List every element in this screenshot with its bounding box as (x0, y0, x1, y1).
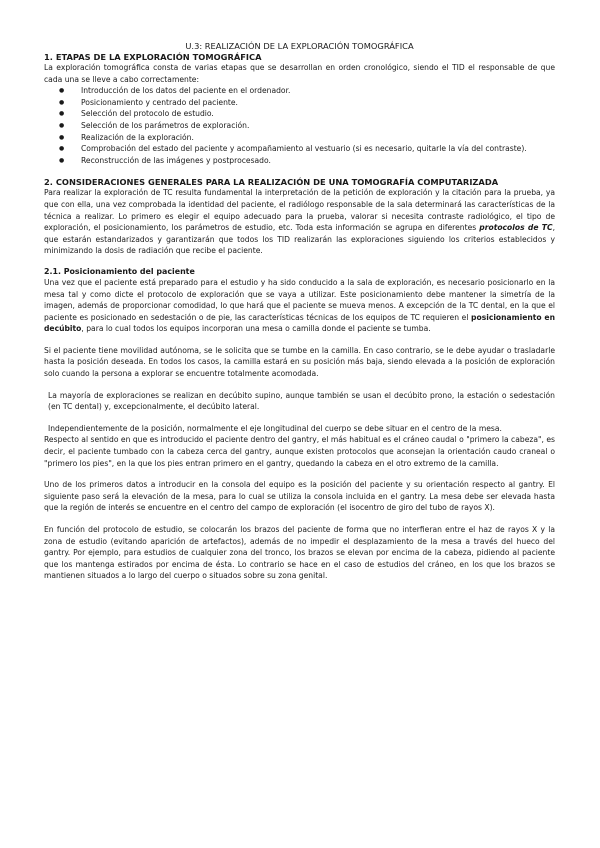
section-2-paragraph: Para realizar la exploración de TC resulta fundamental la interpretación de la petición de exploración y la citación para la prueba, ya que con ella, una vez comprobada la identidad del paciente, el radiólogo responsable de la sala determinará las características de la técnica a realizar. Lo primero es elegir el equipo adecuado para la prueba, valorar si necesita contraste radiológico, el tipo de exploración, el posicionamiento, los parámetros de estudio, etc. Toda esta información se agrupa en diferentes protocolos de TC, que estarán estandarizados y garantizarán que todos los TID realizarán las exploraciones siguiendo los criterios establecidos y minimizando la dosis de radiación que recibe el paciente. (44, 188, 555, 256)
section-2-heading: 2. CONSIDERACIONES GENERALES PARA LA REALIZACIÓN DE UNA TOMOGRAFÍA COMPUTARIZADA (44, 177, 499, 188)
list-item: ● Posicionamiento y centrado del paciente. (44, 97, 555, 109)
document-page (44, 41, 555, 582)
list-item: ● Comprobación del estado del paciente y acompañamiento al vestuario (si es necesario, quitarle la vía del contraste). (44, 143, 555, 155)
list-item: ● Selección del protocolo de estudio. (44, 108, 555, 120)
decubito-emphasis: posicionamiento en decúbito (44, 312, 555, 334)
list-item: ● Reconstrucción de las imágenes y postprocesado. (44, 155, 555, 167)
section-2-1-heading: 2.1. Posicionamiento del paciente (44, 266, 195, 276)
stages-list (44, 85, 555, 166)
section-2-1-paragraph-3: La mayoría de exploraciones se realizan en decúbito supino, aunque también se usan el decúbito prono, la estación o sedestación (en TC dental) y, excepcionalmente, el decúbito lateral. (48, 390, 555, 412)
section-2-1-paragraph-1: Una vez que el paciente está preparado para el estudio y ha sido conducido a la sala de exploración, es necesario posicionarlo en la mesa tal y como dicte el protocolo de exploración que se vaya a utilizar. Este posicionamiento debe mantener la simetría de la imagen, además de proporcionar comodidad, lo que hará que el paciente se mueva menos. A excepción de la TC dental, en la que el paciente es posicionado en sedestación o de pie, las características técnicas de los equipos de TC requieren el posicionamiento en decúbito, para lo cual todos los equipos incorporan una mesa o camilla donde el paciente se tumba. (44, 277, 555, 334)
list-item: ● Selección de los parámetros de exploración. (44, 120, 555, 132)
section-2-1-paragraph-4: Independientemente de la posición, normalmente el eje longitudinal del cuerpo se debe situar en el centro de la mesa. (48, 423, 502, 433)
section-2-1-paragraph-2: Si el paciente tiene movilidad autónoma, se le solicita que se tumbe en la camilla. En caso contrario, se le debe ayudar o trasladarle hasta la posición deseada. En todos los casos, la camilla estará en su posición más baja, siendo elevada a la posición de exploración solo cuando la persona a explorar se encuentre totalmente acomodada. (44, 345, 555, 379)
protocolos-emphasis: protocolos de TC (479, 223, 553, 233)
list-item: ● Introducción de los datos del paciente en el ordenador. (44, 85, 555, 97)
document-title: U.3: REALIZACIÓN DE LA EXPLORACIÓN TOMOGRÁFICA (185, 41, 414, 51)
section-2-1-paragraph-7: En función del protocolo de estudio, se colocarán los brazos del paciente de forma que no interfieran entre el haz de rayos X y la zona de estudio (evitando aparición de artefactos), además de no impedir el desplazamiento de la mesa a través del hueco del gantry. Por ejemplo, para estudios de cualquier zona del tronco, los brazos se elevan por encima de la cabeza, pidiendo al paciente que los mantenga estirados por encima de ésta. Lo contrario se hace en el caso de estudios del cráneo, en los que los brazos se mantienen situados a lo largo del cuerpo o situados sobre su zona genital. (44, 525, 555, 581)
list-item: ● Realización de la exploración. (44, 132, 555, 144)
section-2-1-paragraph-6: Uno de los primeros datos a introducir en la consola del equipo es la posición del paciente y su orientación respecto al gantry. El siguiente paso será la elevación de la mesa, para lo cual se utiliza la consola incluida en el gantry. La mesa debe ser elevada hasta que la región de interés se encuentre en el centro del campo de exploración (el isocentro de giro del tubo de rayos X). (44, 480, 555, 513)
section-1-intro: La exploración tomográfica consta de varias etapas que se desarrollan en orden cronológico, siendo el TID el responsable de que cada una se lleve a cabo correctamente: (44, 63, 555, 84)
section-2-1-paragraph-5: Respecto al sentido en que es introducido el paciente dentro del gantry, el más habitual es el cráneo caudal o "primero la cabeza", es decir, el paciente tumbado con la cabeza cerca del gantry, aunque existen protocolos que aconsejan la orientación caudo craneal o "primero los pies", en la que los pies entran primero en el gantry, quedando la cabeza en el otro extremo de la camilla. (44, 435, 555, 468)
section-1-heading: 1. ETAPAS DE LA EXPLORACIÓN TOMOGRÁFICA (44, 52, 262, 62)
